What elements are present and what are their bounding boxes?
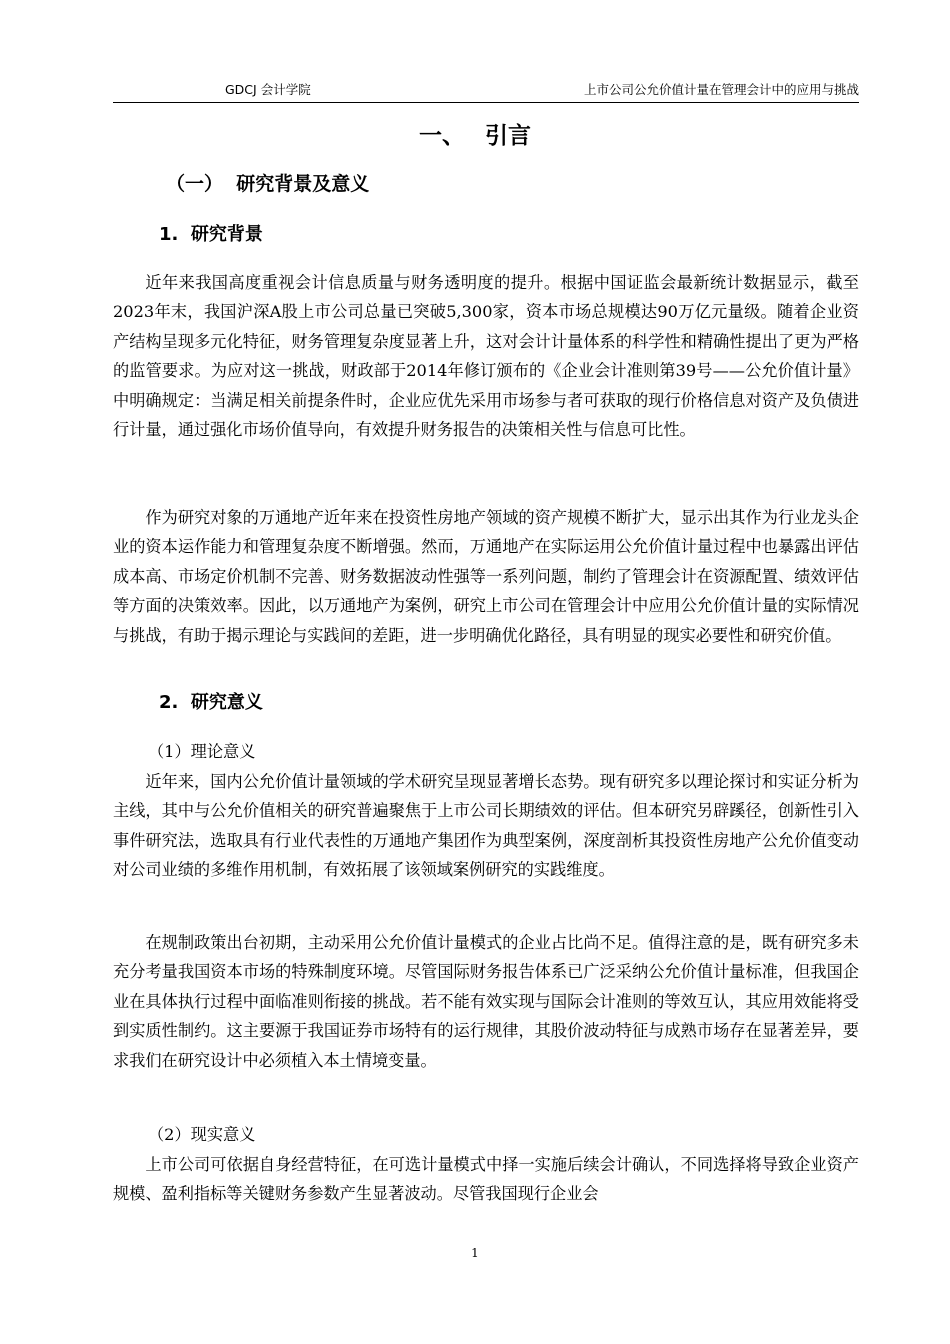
paragraph-theory-2: 在规制政策出台初期，主动采用公允价值计量模式的企业占比尚不足。值得注意的是，既有研究多未充分考量我国资本市场的特殊制度环境。尽管国际财务报告体系已广泛采纳公允价值计量标准，但我国企业在具体执行过程中面临准则衔接的挑战。若不能有效实现与国际会计准则的等效互认，其应用效能将受到实质性制约。这主要源于我国证券市场特有的运行规律，其股价波动特征与成熟市场存在显著差异，要求我们在研究设计中必须植入本土情境变量。 xyxy=(113,933,859,1070)
chapter-title: 一、 引言 xyxy=(418,123,531,149)
paragraph-background-2: 作为研究对象的万通地产近年来在投资性房地产领域的资产规模不断扩大，显示出其作为行业龙头企业的资本运作能力和管理复杂度不断增强。然而，万通地产在实际运用公允价值计量过程中也暴露出评估成本高、市场定价机制不完善、财务数据波动性强等一系列问题，制约了管理会计在资源配置、绩效评估等方面的决策效率。因此，以万通地产为案例，研究上市公司在管理会计中应用公允价值计量的实际情况与挑战，有助于揭示理论与实践间的差距，进一步明确优化路径，具有明显的现实必要性和研究价值。 xyxy=(113,508,859,645)
paragraph-theory-1: 近年来，国内公允价值计量领域的学术研究呈现显著增长态势。现有研究多以理论探讨和实证分析为主线，其中与公允价值相关的研究普遍聚焦于上市公司长期绩效的评估。但本研究另辟蹊径，创新性引入事件研究法，选取具有行业代表性的万通地产集团作为典型案例，深度剖析其投资性房地产公允价值变动对公司业绩的多维作用机制，有效拓展了该领域案例研究的实践维度。 xyxy=(113,772,859,880)
page-header xyxy=(113,76,859,103)
practice-significance-label: （2）现实意义 xyxy=(148,1125,256,1144)
subsection-title-background: 1. 研究背景 xyxy=(159,224,263,245)
header-thesis-title: 上市公司公允价值计量在管理会计中的应用与挑战 xyxy=(583,82,859,97)
theory-significance-label: （1）理论意义 xyxy=(148,742,256,761)
subsection-title-significance: 2. 研究意义 xyxy=(159,692,263,713)
header-school: GDCJ 会计学院 xyxy=(225,82,311,97)
section-title: （一） 研究背景及意义 xyxy=(166,173,370,195)
paragraph-practice-1: 上市公司可依据自身经营特征，在可选计量模式中择一实施后续会计确认，不同选择将导致企业资产规模、盈利指标等关键财务参数产生显著波动。尽管我国现行企业会 xyxy=(113,1155,859,1204)
paragraph-background-1: 近年来我国高度重视会计信息质量与财务透明度的提升。根据中国证监会最新统计数据显示，截至2023年末，我国沪深A股上市公司总量已突破5,300家，资本市场总规模达90万亿元量级。随着企业资产结构呈现多元化特征，财务管理复杂度显著上升，这对会计计量体系的科学性和精确性提出了更为严格的监管要求。为应对这一挑战，财政部于2014年修订颁布的《企业会计准则第39号——公允价值计量》中明确规定：当满足相关前提条件时，企业应优先采用市场参与者可获取的现行价格信息对资产及负债进行计量，通过强化市场价值导向，有效提升财务报告的决策相关性与信息可比性。 xyxy=(113,273,859,440)
page-number: 1 xyxy=(471,1246,479,1260)
